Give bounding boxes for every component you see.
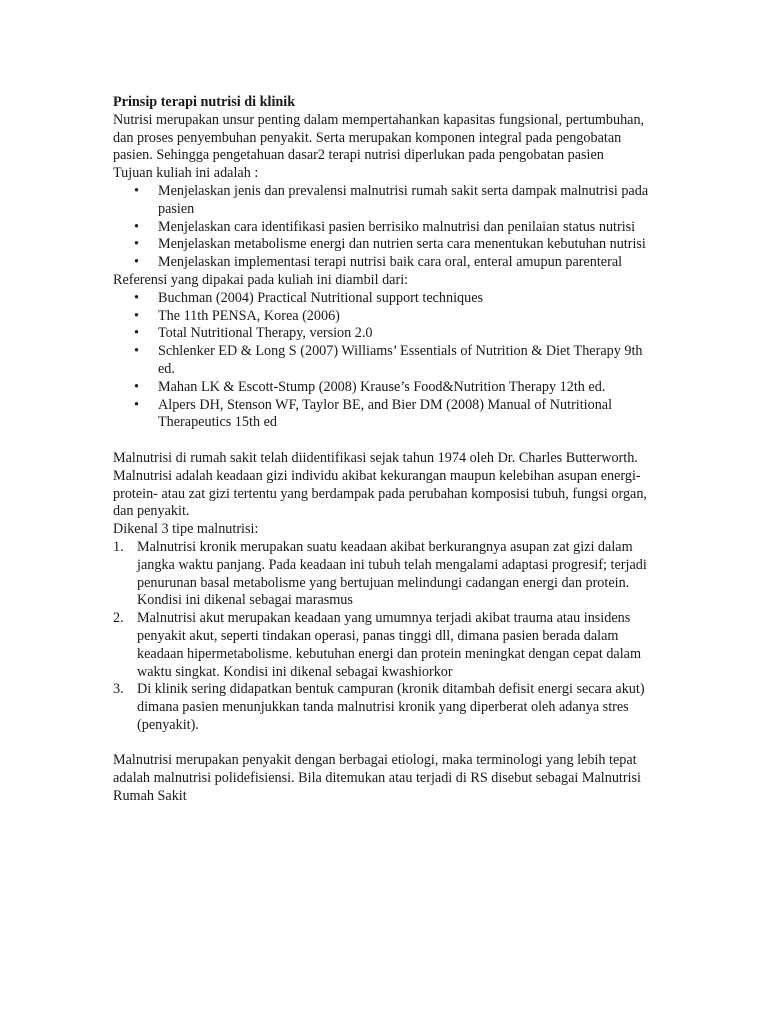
list-item: • Menjelaskan implementasi terapi nutrisi baik cara oral, enteral amupun parenteral [134,254,623,271]
list-item: • Menjelaskan cara identifikasi pasien berrisiko malnutrisi dan penilaian status nutrisi [134,218,636,235]
bullet-icon: • [134,182,139,199]
list-item: • Alpers DH, Stenson WF, Taylor BE, and Bier DM (2008) Manual of Nutritional Therapeutics 15th ed [134,396,613,431]
list-item: 3. Di klinik sering didapatkan bentuk campuran (kronik ditambah defisit energi secara akut) dimana pasien menunjukkan tanda malnutrisi kronik yang diperberat oleh adanya stres (penyakit). [113,681,645,733]
list-item: • Mahan LK & Escott-Stump (2008) Krause’s Food&Nutrition Therapy 12th ed. [134,378,606,395]
types-heading: Dikenal 3 tipe malnutrisi: [113,521,259,538]
spacer [113,432,653,450]
list-item: • Menjelaskan metabolisme energi dan nutrien serta cara menentukan kebutuhan nutrisi [134,236,646,253]
list-number: 3. [113,681,124,698]
bullet-icon: • [134,325,139,342]
bullet-icon: • [134,307,139,324]
intro-paragraph: Nutrisi merupakan unsur penting dalam mempertahankan kapasitas fungsional, pertumbuhan, dan proses penyembuhan penyakit. Serta merupakan komponen integral pada pengobatan pasien. Sehingga pengetahuan dasar2 terapi nutrisi diperlukan pada pengobatan pasien [113,111,645,164]
history-paragraph: Malnutrisi di rumah sakit telah diidentifikasi sejak tahun 1974 oleh Dr. Charles Butterworth. [113,449,638,466]
spacer [113,735,653,753]
objectives-list [113,183,653,272]
references-heading: Referensi yang dipakai pada kuliah ini diambil dari: [113,271,409,288]
bullet-icon: • [134,236,139,253]
types-list [113,539,653,735]
references-list [113,290,653,432]
list-item: • Total Nutritional Therapy, version 2.0 [134,325,373,342]
document-title: Prinsip terapi nutrisi di klinik [113,94,296,110]
closing-paragraph: Malnutrisi merupakan penyakit dengan berbagai etiologi, maka terminologi yang lebih tepat adalah malnutrisi polidefisiensi. Bila ditemukan atau terjadi di RS disebut sebagai Malnutrisi Rumah Sakit [113,752,641,805]
list-number: 1. [113,538,124,555]
list-item: • The 11th PENSA, Korea (2006) [134,307,340,324]
list-item: 1. Malnutrisi kronik merupakan suatu keadaan akibat berkurangnya asupan zat gizi dalam jangka waktu panjang. Pada keadaan ini tubuh telah mengalami adaptasi progresif; terjadi penurunan basal metabolisme yang bertujuan melindungi cadangan energi dan protein. Kondisi ini dikenal sebagai marasmus [113,538,647,609]
list-item: • Menjelaskan jenis dan prevalensi malnutrisi rumah sakit serta dampak malnutrisi pada pasien [134,182,649,217]
list-item: • Buchman (2004) Practical Nutritional support techniques [134,289,484,306]
list-item: 2. Malnutrisi akut merupakan keadaan yang umumnya terjadi akibat trauma atau insidens penyakit akut, seperti tindakan operasi, panas tinggi dll, dimana pasien berada dalam keadaan hipermetabolisme. kebutuhan energi dan protein meningkat dengan cepat dalam waktu singkat. Kondisi ini dikenal sebagai kwashiorkor [113,610,641,680]
bullet-icon: • [134,289,139,306]
list-item: • Schlenker ED & Long S (2007) Williams’ Essentials of Nutrition & Diet Therapy 9th ed. [134,343,643,377]
objectives-heading: Tujuan kuliah ini adalah : [113,165,259,182]
definition-paragraph: Malnutrisi adalah keadaan gizi individu akibat kekurangan maupun kelebihan asupan energi- protein- atau zat gizi tertentu yang berdampak pada perubahan komposisi tubuh, fungsi organ, dan penyakit. [113,467,647,520]
bullet-icon: • [134,378,139,395]
bullet-icon: • [134,396,139,413]
bullet-icon: • [134,254,139,271]
document-page [113,94,653,806]
bullet-icon: • [134,218,139,235]
bullet-icon: • [134,343,139,360]
list-number: 2. [113,610,124,627]
